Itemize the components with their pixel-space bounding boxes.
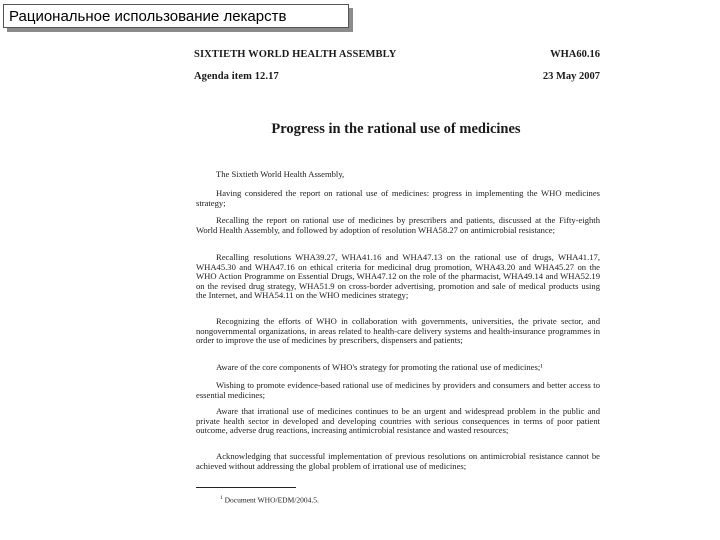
paragraph: Aware that irrational use of medicines continues to be an urgent and widespread problem in the public and private health sector in developed and developing countries with serious consequences in terms of poor patient outcome, adverse drug reactions, increasing antimicrobial resistance and wasted resources;	[196, 406, 600, 436]
footnote: $^1$ Document WHO/EDM/2004.5.	[220, 495, 319, 505]
document-title: Progress in the rational use of medicines	[271, 121, 521, 137]
assembly-heading: SIXTIETH WORLD HEALTH ASSEMBLY	[194, 49, 397, 60]
paragraph: Acknowledging that successful implementation of previous resolutions on antimicrobial resistance cannot be achieved without addressing the global problem of irrational use of medicines;	[196, 451, 600, 471]
document-date: 23 May 2007	[542, 71, 600, 82]
footnote-divider	[196, 487, 296, 488]
paragraph: Having considered the report on rational use of medicines: progress in implementing the WHO medicines strategy;	[196, 188, 600, 208]
slide-title: Рациональное использование лекарств	[3, 4, 349, 28]
paragraph: Recognizing the efforts of WHO in collaboration with governments, universities, the private sector, and nongovernmental organizations, in areas related to health-care delivery systems and health-insurance programmes in order to improve the use of medicines by prescribers, dispensers and patients;	[196, 316, 600, 346]
resolution-document	[190, 44, 602, 514]
paragraph: Recalling resolutions WHA39.27, WHA41.16 and WHA47.13 on the rational use of drugs, WHA41.17, WHA45.30 and WHA47.16 on ethical criteria for medicinal drug promotion, WHA43.20 and WHA45.27 on the WHO Action Programme on Essential Drugs, WHA47.12 on the role of the pharmacist, WHA49.14 and WHA52.19 on the revised drug strategy, WHA51.9 on cross-border advertising, promotion and sale of medical products using the Internet, and WHA54.11 on the WHO medicines strategy;	[196, 252, 600, 301]
paragraph: Wishing to promote evidence-based rational use of medicines by providers and consumers and better access to essential medicines;	[196, 380, 600, 400]
paragraph: Recalling the report on rational use of medicines by prescribers and patients, discussed at the Fifty-eighth World Health Assembly, and followed by adoption of resolution WHA58.27 on antimicrobial resistance;	[196, 215, 600, 235]
paragraph-preamble: The Sixtieth World Health Assembly,	[216, 169, 345, 179]
paragraph: Aware of the core components of WHO's strategy for promoting the rational use of medicines;¹	[216, 362, 543, 372]
agenda-item: Agenda item 12.17	[194, 71, 279, 82]
document-code: WHA60.16	[550, 49, 600, 60]
